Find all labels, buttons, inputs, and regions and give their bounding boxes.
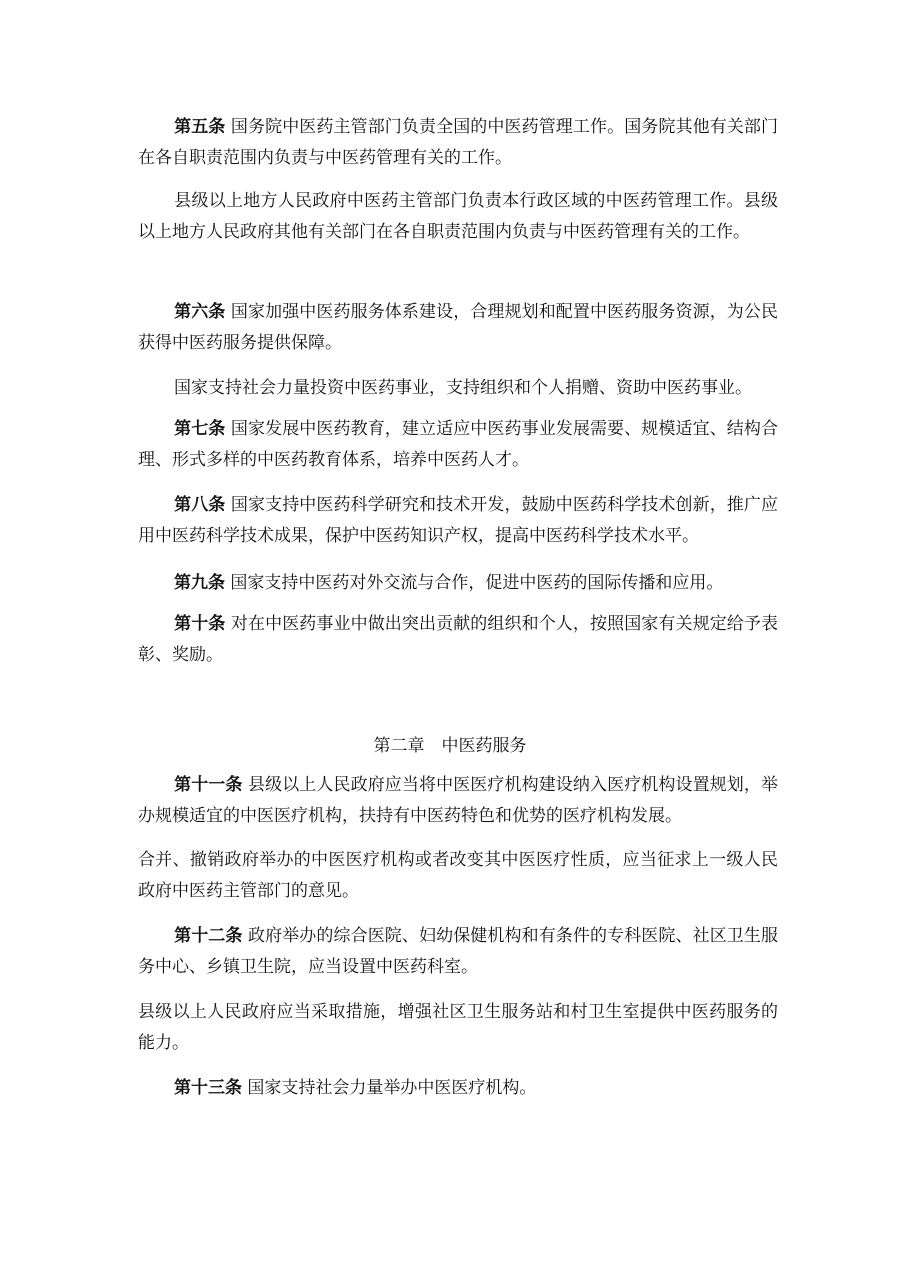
article-8 bbox=[138, 490, 778, 552]
article-5 bbox=[138, 112, 778, 174]
article-label: 第七条 bbox=[174, 419, 226, 439]
article-13 bbox=[138, 1073, 778, 1104]
article-label: 第十条 bbox=[174, 614, 226, 634]
article-text: 国家支持中医药对外交流与合作，促进中医药的国际传播和应用。 bbox=[225, 573, 724, 593]
article-label: 第十一条 bbox=[174, 775, 243, 795]
article-label: 第八条 bbox=[174, 495, 226, 515]
article-12-paragraph-2 bbox=[138, 997, 778, 1059]
article-text: 县级以上人民政府应当将中医医疗机构建设纳入医疗机构设置规划，举办规模适宜的中医医疗机构，扶持有中医药特色和优势的医疗机构发展。 bbox=[138, 775, 778, 826]
article-text: 国家支持中医药科学研究和技术开发，鼓励中医药科学技术创新，推广应用中医药科学技术成果，保护中医药知识产权，提高中医药科学技术水平。 bbox=[138, 495, 779, 546]
article-7 bbox=[138, 414, 778, 476]
article-label: 第十二条 bbox=[174, 926, 243, 946]
article-label: 第六条 bbox=[174, 302, 226, 322]
article-text: 对在中医药事业中做出突出贡献的组织和个人，按照国家有关规定给予表彰、奖励。 bbox=[138, 614, 779, 665]
article-label: 第十三条 bbox=[174, 1078, 242, 1098]
article-text: 国家加强中医药服务体系建设，合理规划和配置中医药服务资源，为公民获得中医药服务提供保障。 bbox=[138, 302, 779, 353]
article-11 bbox=[138, 770, 778, 832]
article-6-paragraph-2 bbox=[138, 373, 778, 404]
article-text: 政府举办的综合医院、妇幼保健机构和有条件的专科医院、社区卫生服务中心、乡镇卫生院，应当设置中医药科室。 bbox=[138, 926, 778, 977]
article-text: 国家支持社会力量举办中医医疗机构。 bbox=[242, 1078, 537, 1098]
article-6 bbox=[138, 297, 778, 359]
article-text: 国家发展中医药教育，建立适应中医药事业发展需要、规模适宜、结构合理、形式多样的中医药教育体系，培养中医药人才。 bbox=[138, 419, 779, 470]
article-11-paragraph-2 bbox=[138, 845, 778, 907]
paragraph-text: 合并、撤销政府举办的中医医疗机构或者改变其中医医疗性质，应当征求上一级人民政府中医药主管部门的意见。 bbox=[138, 850, 778, 901]
article-5-paragraph-2 bbox=[138, 186, 778, 248]
paragraph-text: 县级以上人民政府应当采取措施，增强社区卫生服务站和村卫生室提供中医药服务的能力。 bbox=[138, 1002, 778, 1053]
paragraph-text: 国家支持社会力量投资中医药事业，支持组织和个人捐赠、资助中医药事业。 bbox=[174, 378, 752, 398]
article-label: 第五条 bbox=[174, 117, 226, 137]
article-text: 国务院中医药主管部门负责全国的中医药管理工作。国务院其他有关部门在各自职责范围内负责与中医药管理有关的工作。 bbox=[138, 117, 779, 168]
article-10 bbox=[138, 609, 778, 671]
article-12 bbox=[138, 921, 778, 983]
paragraph-text: 县级以上地方人民政府中医药主管部门负责本行政区域的中医药管理工作。县级以上地方人民政府其他有关部门在各自职责范围内负责与中医药管理有关的工作。 bbox=[138, 191, 778, 242]
article-label: 第九条 bbox=[174, 573, 225, 593]
chapter-title: 第二章 中医药服务 bbox=[373, 736, 527, 756]
article-9 bbox=[138, 568, 778, 599]
